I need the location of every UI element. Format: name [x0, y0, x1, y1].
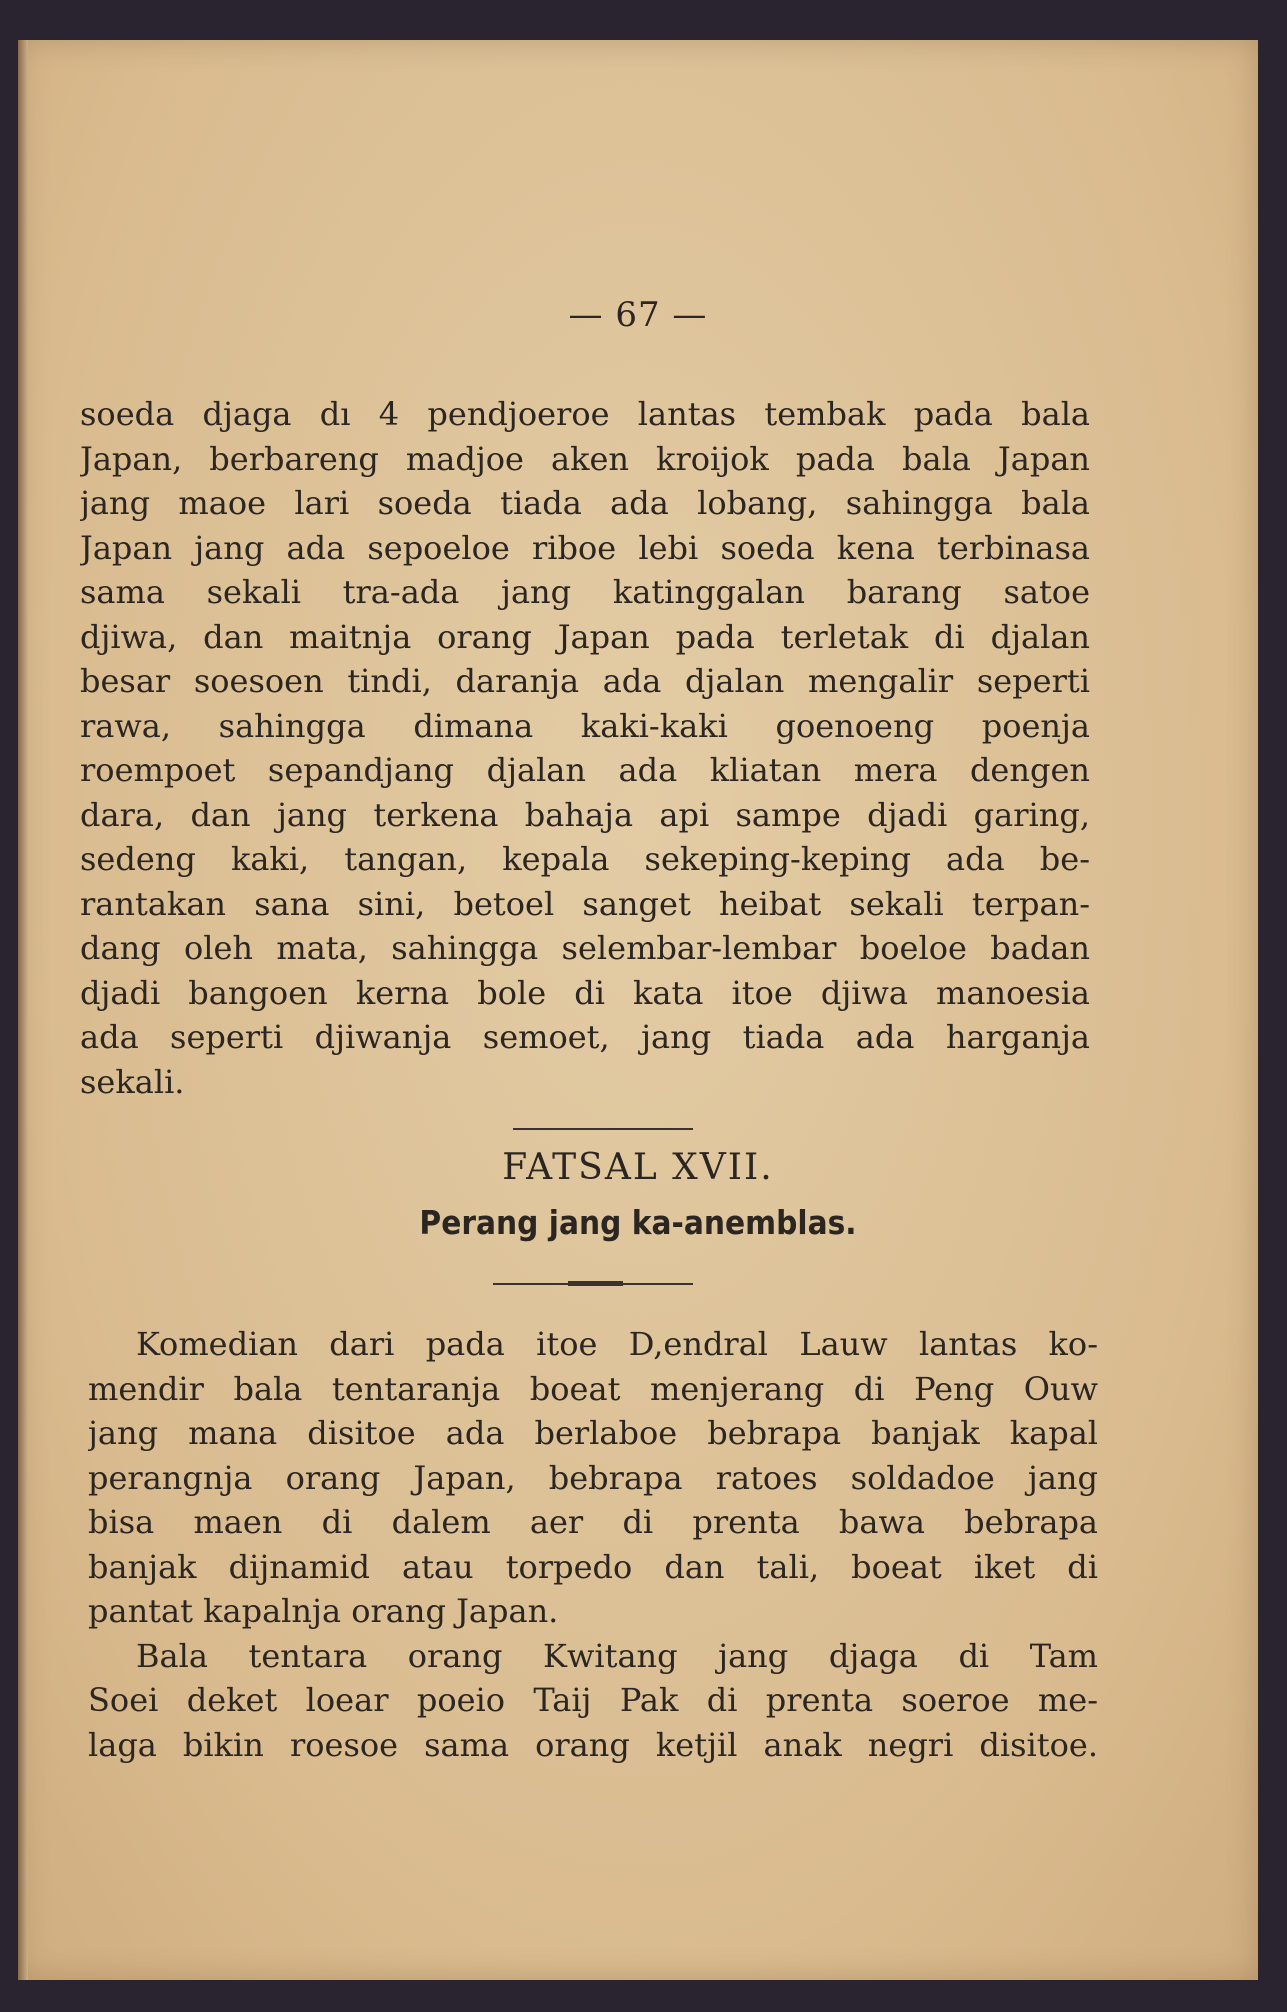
text-line: Komedian dari pada itoe D,endral Lauw lantas ko- — [136, 1325, 1098, 1363]
text-line: jang mana disitoe ada berlaboe bebrapa banjak kapal — [88, 1414, 1098, 1452]
chapter-number: FATSAL XVII. — [502, 1147, 774, 1188]
text-line: Soei deket loear poeio Taij Pak di prenta soeroe me- — [88, 1681, 1098, 1719]
text-line: soeda djaga dı 4 pendjoeroe lantas tembak pada bala — [80, 395, 1090, 433]
text-line: rawa, sahingga dimana kaki-kaki goenoeng poenja — [80, 706, 1090, 745]
chapter-divider-ornament — [568, 1281, 623, 1286]
chapter-divider-top — [513, 1128, 693, 1130]
text-line: bisa maen di dalem aer di prenta bawa bebrapa — [88, 1503, 1098, 1541]
text-line: Bala tentara orang Kwitang jang djaga di Tam — [136, 1636, 1098, 1675]
text-line: besar soesoen tindi, daranja ada djalan mengalir seperti — [80, 662, 1090, 700]
text-line: jang maoe lari soeda tiada ada lobang, sahingga bala — [80, 484, 1090, 522]
page-number: — 67 — — [568, 295, 708, 335]
book-page — [18, 40, 1258, 1980]
text-line: roempoet sepandjang djalan ada kliatan mera dengen — [80, 751, 1090, 789]
text-line: banjak dijnamid atau torpedo dan tali, boeat iket di — [88, 1547, 1098, 1586]
text-line: djiwa, dan maitnja orang Japan pada terletak di djalan — [80, 617, 1090, 656]
paragraph-2 — [88, 1322, 1098, 1767]
text-line: rantakan sana sini, betoel sanget heibat sekali terpan- — [80, 884, 1090, 923]
text-line: mendir bala tentaranja boeat menjerang di Peng Ouw — [88, 1369, 1098, 1408]
text-line: ada seperti djiwanja semoet, jang tiada ada harganja — [80, 1018, 1090, 1056]
text-line: dang oleh mata, sahingga selembar-lembar boeloe badan — [80, 929, 1090, 967]
text-line: pantat kapalnja orang Japan. — [88, 1592, 559, 1630]
text-line: sekali. — [80, 1062, 185, 1101]
text-line: laga bikin roesoe sama orang ketjil anak negri disitoe. — [88, 1725, 1098, 1764]
text-line: dara, dan jang terkena bahaja api sampe djadi garing, — [80, 795, 1090, 834]
chapter-title: Perang jang ka-anemblas. — [419, 1203, 857, 1242]
text-line: Japan jang ada sepoeloe riboe lebi soeda kena terbinasa — [80, 528, 1090, 567]
text-line: djadi bangoen kerna bole di kata itoe djiwa manoesia — [80, 973, 1090, 1012]
text-line: perangnja orang Japan, bebrapa ratoes soldadoe jang — [88, 1458, 1098, 1497]
text-line: Japan, berbareng madjoe aken kroijok pada bala Japan — [80, 439, 1090, 478]
paragraph-1 — [80, 392, 1090, 1104]
text-line: sama sekali tra-ada jang katinggalan barang satoe — [80, 573, 1090, 611]
text-line: sedeng kaki, tangan, kepala sekeping-keping ada be- — [80, 840, 1090, 878]
